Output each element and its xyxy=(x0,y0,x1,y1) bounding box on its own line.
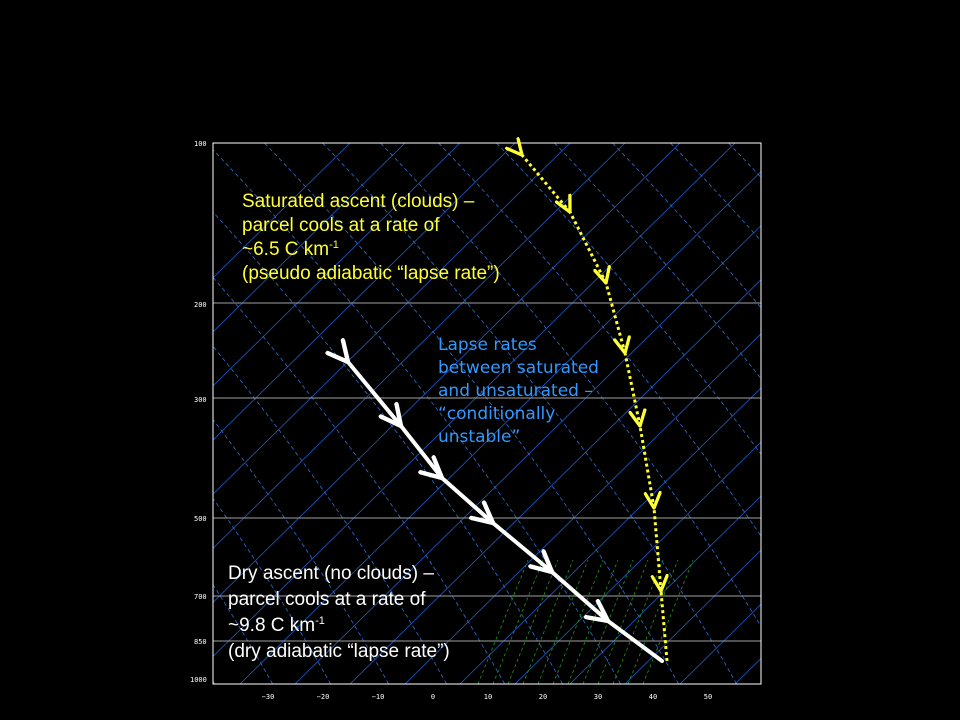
pressure-label: 850 xyxy=(194,638,207,646)
mixing-ratio-line xyxy=(478,560,528,684)
dry-adiabat-line xyxy=(890,130,960,690)
dry-ascent-arrow xyxy=(442,478,493,523)
annotation-line: Saturated ascent (clouds) – xyxy=(242,191,475,212)
annotation-line: (dry adiabatic “lapse rate”) xyxy=(228,641,450,662)
dry-adiabat-line xyxy=(600,130,960,690)
annotation-line: “conditionally xyxy=(438,404,556,424)
annotation-line: between saturated xyxy=(438,358,599,378)
annotation-line: Dry ascent (no clouds) – xyxy=(228,563,434,584)
dry-adiabat-line xyxy=(542,130,960,690)
dry-adiabat-line xyxy=(0,130,160,690)
isotherm-line xyxy=(735,143,960,684)
dry-ascent-annotation xyxy=(228,561,450,665)
isotherm-line xyxy=(900,143,960,684)
mixing-ratio-line xyxy=(613,560,663,684)
dry-ascent-arrow xyxy=(401,426,442,478)
annotation-line: Lapse rates xyxy=(438,335,537,355)
saturated-ascent-arrow xyxy=(654,508,661,591)
temperature-label: 50 xyxy=(703,693,713,701)
mixing-ratio-line xyxy=(628,560,678,684)
pressure-label: 300 xyxy=(194,396,207,404)
isotherm-line xyxy=(625,143,960,684)
annotation-line: unstable” xyxy=(438,427,521,447)
saturated-ascent-arrow xyxy=(570,212,606,283)
temperature-label: 10 xyxy=(483,693,493,701)
temperature-label: 30 xyxy=(593,693,603,701)
pressure-label: 500 xyxy=(194,515,207,523)
temperature-label: 40 xyxy=(648,693,658,701)
temperature-axis xyxy=(262,693,713,701)
isotherm-line xyxy=(680,143,960,684)
temperature-label: 0 xyxy=(430,693,436,701)
pressure-label: 100 xyxy=(194,140,207,148)
mixing-ratio-line xyxy=(508,560,558,684)
mixing-ratio-line xyxy=(493,560,543,684)
pressure-label: 1000 xyxy=(190,676,207,684)
annotation-line: parcel cools at a rate of xyxy=(228,589,426,610)
annotation-line: ~6.5 C $km^{-1}$ xyxy=(242,239,339,260)
dry-adiabat-line xyxy=(716,130,960,690)
annotation-line: parcel cools at a rate of xyxy=(242,215,440,236)
temperature-label: −30 xyxy=(261,693,275,701)
mixing-ratio-line xyxy=(523,560,573,684)
dry-adiabat-line xyxy=(658,130,960,690)
temperature-label: −10 xyxy=(371,693,385,701)
saturated-ascent-annotation xyxy=(242,190,500,286)
saturated-ascent-arrow xyxy=(625,353,640,426)
isotherm-line xyxy=(955,143,960,684)
annotation-line: ~9.8 C $km^{-1}$ xyxy=(228,615,325,636)
saturated-ascent-arrow xyxy=(640,426,654,508)
dry-adiabat-line xyxy=(948,130,960,690)
annotation-line: and unsaturated – xyxy=(438,381,593,401)
dry-adiabat-line xyxy=(832,130,960,690)
temperature-label: −20 xyxy=(316,693,330,701)
dry-ascent-arrow xyxy=(493,523,552,572)
mixing-ratio-line xyxy=(598,560,648,684)
isotherm-line xyxy=(845,143,960,684)
isotherm-line xyxy=(570,143,960,684)
annotation-line: (pseudo adiabatic “lapse rate”) xyxy=(242,263,500,284)
isotherm-line xyxy=(790,143,960,684)
pressure-label: 200 xyxy=(194,301,207,309)
dry-adiabat-line xyxy=(774,130,960,690)
conditional-instability-annotation xyxy=(438,334,599,449)
mixing-ratio-line xyxy=(538,560,588,684)
dry-adiabat-line xyxy=(0,130,218,690)
temperature-label: 20 xyxy=(538,693,548,701)
pressure-axis xyxy=(190,140,207,684)
pressure-label: 700 xyxy=(194,593,207,601)
